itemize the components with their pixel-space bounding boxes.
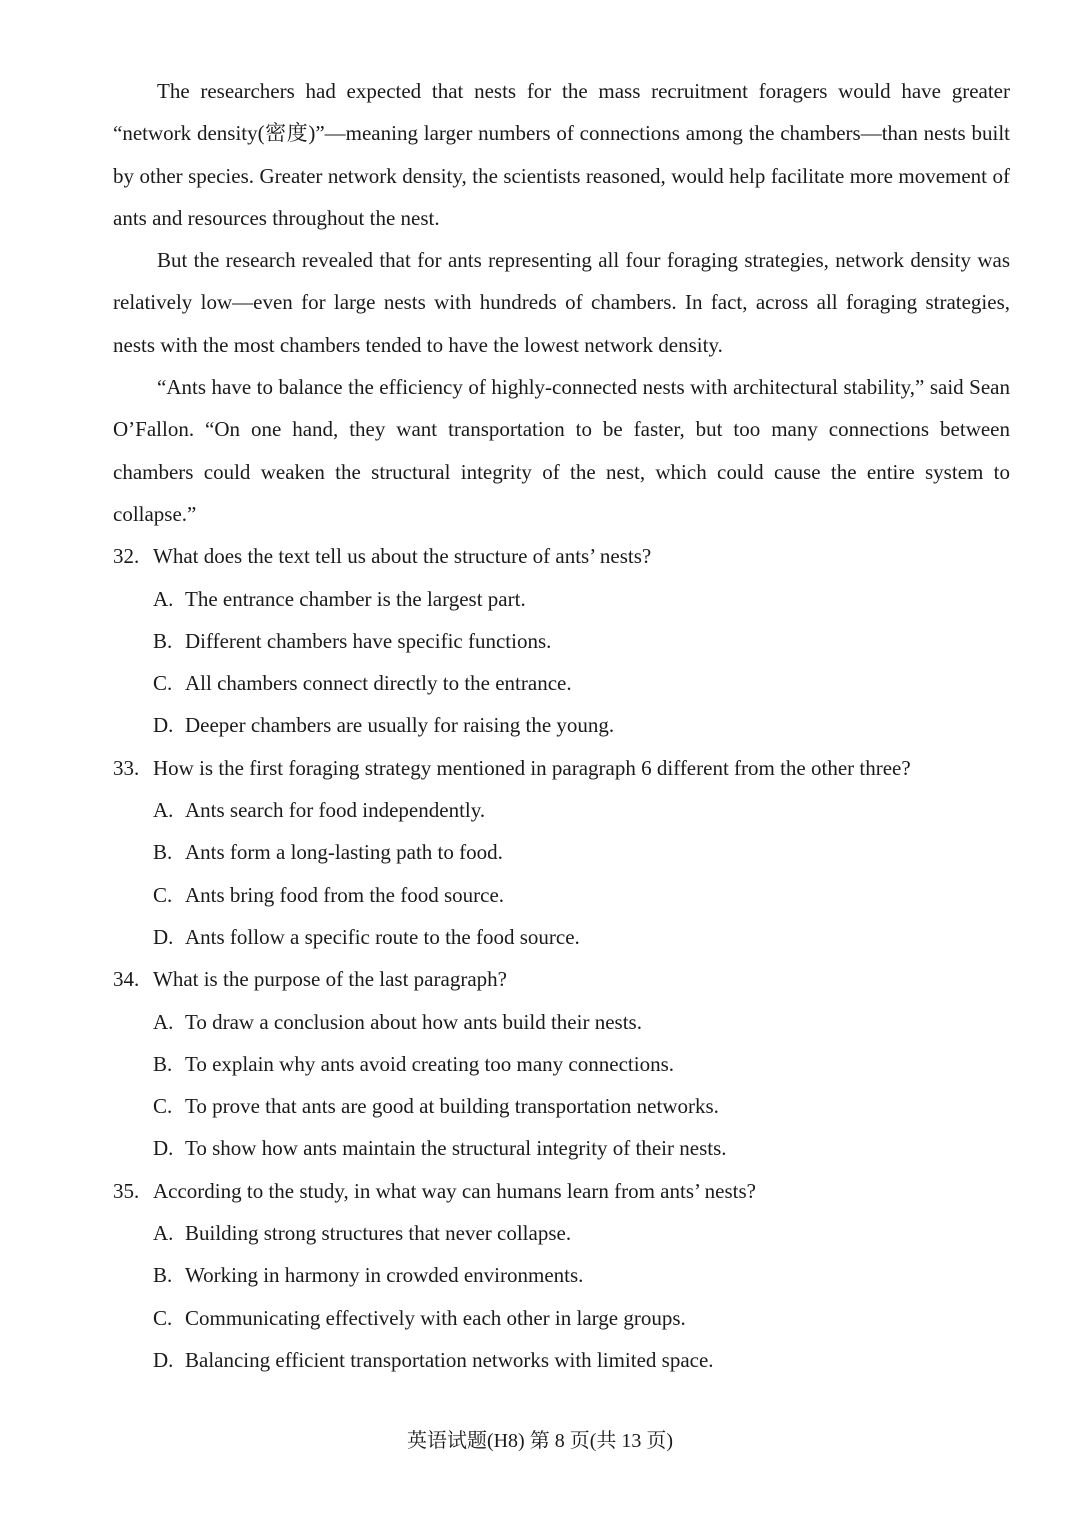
question-block bbox=[113, 535, 1010, 746]
option-list bbox=[113, 578, 1010, 747]
option-c bbox=[153, 874, 1010, 916]
option-c bbox=[153, 1085, 1010, 1127]
question-text: According to the study, in what way can humans learn from ants’ nests? bbox=[153, 1178, 757, 1203]
question-block bbox=[113, 747, 1010, 958]
option-letter: B. bbox=[153, 628, 173, 653]
option-text: Balancing efficient transportation networks with limited space. bbox=[185, 1347, 714, 1372]
question-stem bbox=[113, 1170, 1010, 1212]
option-a bbox=[153, 578, 1010, 620]
option-d bbox=[153, 704, 1010, 746]
question-text: What does the text tell us about the structure of ants’ nests? bbox=[153, 544, 652, 569]
option-a bbox=[153, 789, 1010, 831]
option-text: Ants bring food from the food source. bbox=[185, 882, 505, 907]
option-text: Ants follow a specific route to the food source. bbox=[185, 924, 580, 949]
option-letter: A. bbox=[153, 1221, 174, 1246]
question-block bbox=[113, 1170, 1010, 1381]
question-number: 33. bbox=[113, 755, 140, 780]
option-letter: A. bbox=[153, 586, 174, 611]
option-text: To show how ants maintain the structural integrity of their nests. bbox=[185, 1136, 727, 1161]
option-text: To explain why ants avoid creating too many connections. bbox=[185, 1051, 674, 1076]
option-letter: C. bbox=[153, 1305, 173, 1330]
option-d bbox=[153, 916, 1010, 958]
option-letter: B. bbox=[153, 840, 173, 865]
option-letter: D. bbox=[153, 924, 174, 949]
question-stem bbox=[113, 747, 1010, 789]
option-c bbox=[153, 1297, 1010, 1339]
exam-page bbox=[113, 70, 1010, 1381]
option-d bbox=[153, 1339, 1010, 1381]
option-letter: B. bbox=[153, 1263, 173, 1288]
passage-paragraph: The researchers had expected that nests for the mass recruitment foragers would have greater “network density(密度)”—meaning larger numbers of connections among the chambers—than nests built by other species. Greater network density, the scientists reasoned, would help facilitate more movement of ants and resources throughout the nest. bbox=[113, 79, 1010, 230]
option-b bbox=[153, 831, 1010, 873]
option-list bbox=[113, 789, 1010, 958]
option-text: All chambers connect directly to the entrance. bbox=[185, 671, 572, 696]
option-text: To prove that ants are good at building transportation networks. bbox=[185, 1094, 719, 1119]
option-text: Communicating effectively with each other in large groups. bbox=[185, 1305, 686, 1330]
option-text: To draw a conclusion about how ants build their nests. bbox=[185, 1009, 642, 1034]
page-footer: 英语试题(H8) 第 8 页(共 13 页) bbox=[406, 1430, 674, 1452]
option-b bbox=[153, 1254, 1010, 1296]
option-b bbox=[153, 1043, 1010, 1085]
option-c bbox=[153, 662, 1010, 704]
option-letter: B. bbox=[153, 1051, 173, 1076]
option-a bbox=[153, 1212, 1010, 1254]
option-text: Ants form a long-lasting path to food. bbox=[185, 840, 503, 865]
question-text: What is the purpose of the last paragraph? bbox=[153, 967, 507, 992]
option-letter: C. bbox=[153, 1094, 173, 1119]
option-text: Working in harmony in crowded environments. bbox=[185, 1263, 584, 1288]
option-a bbox=[153, 1001, 1010, 1043]
option-b bbox=[153, 620, 1010, 662]
option-text: Deeper chambers are usually for raising the young. bbox=[185, 713, 615, 738]
option-list bbox=[113, 1212, 1010, 1381]
option-letter: D. bbox=[153, 1136, 174, 1161]
option-text: Building strong structures that never collapse. bbox=[185, 1221, 572, 1246]
option-letter: D. bbox=[153, 1347, 174, 1372]
question-text: How is the first foraging strategy mentioned in paragraph 6 different from the other three? bbox=[153, 755, 911, 780]
question-block bbox=[113, 958, 1010, 1169]
option-letter: C. bbox=[153, 671, 173, 696]
passage-paragraph: “Ants have to balance the efficiency of highly-connected nests with architectural stability,” said Sean O’Fallon. “On one hand, they want transportation to be faster, but too many connections between chambers could weaken the structural integrity of the nest, which could cause the entire system to collapse.” bbox=[113, 375, 1010, 526]
option-d bbox=[153, 1127, 1010, 1169]
option-letter: C. bbox=[153, 882, 173, 907]
question-stem bbox=[113, 958, 1010, 1000]
option-list bbox=[113, 1001, 1010, 1170]
question-number: 32. bbox=[113, 544, 140, 569]
passage-paragraph: But the research revealed that for ants representing all four foraging strategies, network density was relatively low—even for large nests with hundreds of chambers. In fact, across all foraging strategies, nests with the most chambers tended to have the lowest network density. bbox=[113, 248, 1010, 357]
question-number: 34. bbox=[113, 967, 140, 992]
option-letter: A. bbox=[153, 798, 174, 823]
option-text: The entrance chamber is the largest part. bbox=[185, 586, 526, 611]
option-letter: D. bbox=[153, 713, 174, 738]
question-number: 35. bbox=[113, 1178, 140, 1203]
question-stem bbox=[113, 535, 1010, 577]
option-letter: A. bbox=[153, 1009, 174, 1034]
option-text: Ants search for food independently. bbox=[185, 798, 486, 823]
option-text: Different chambers have specific functions. bbox=[185, 628, 552, 653]
